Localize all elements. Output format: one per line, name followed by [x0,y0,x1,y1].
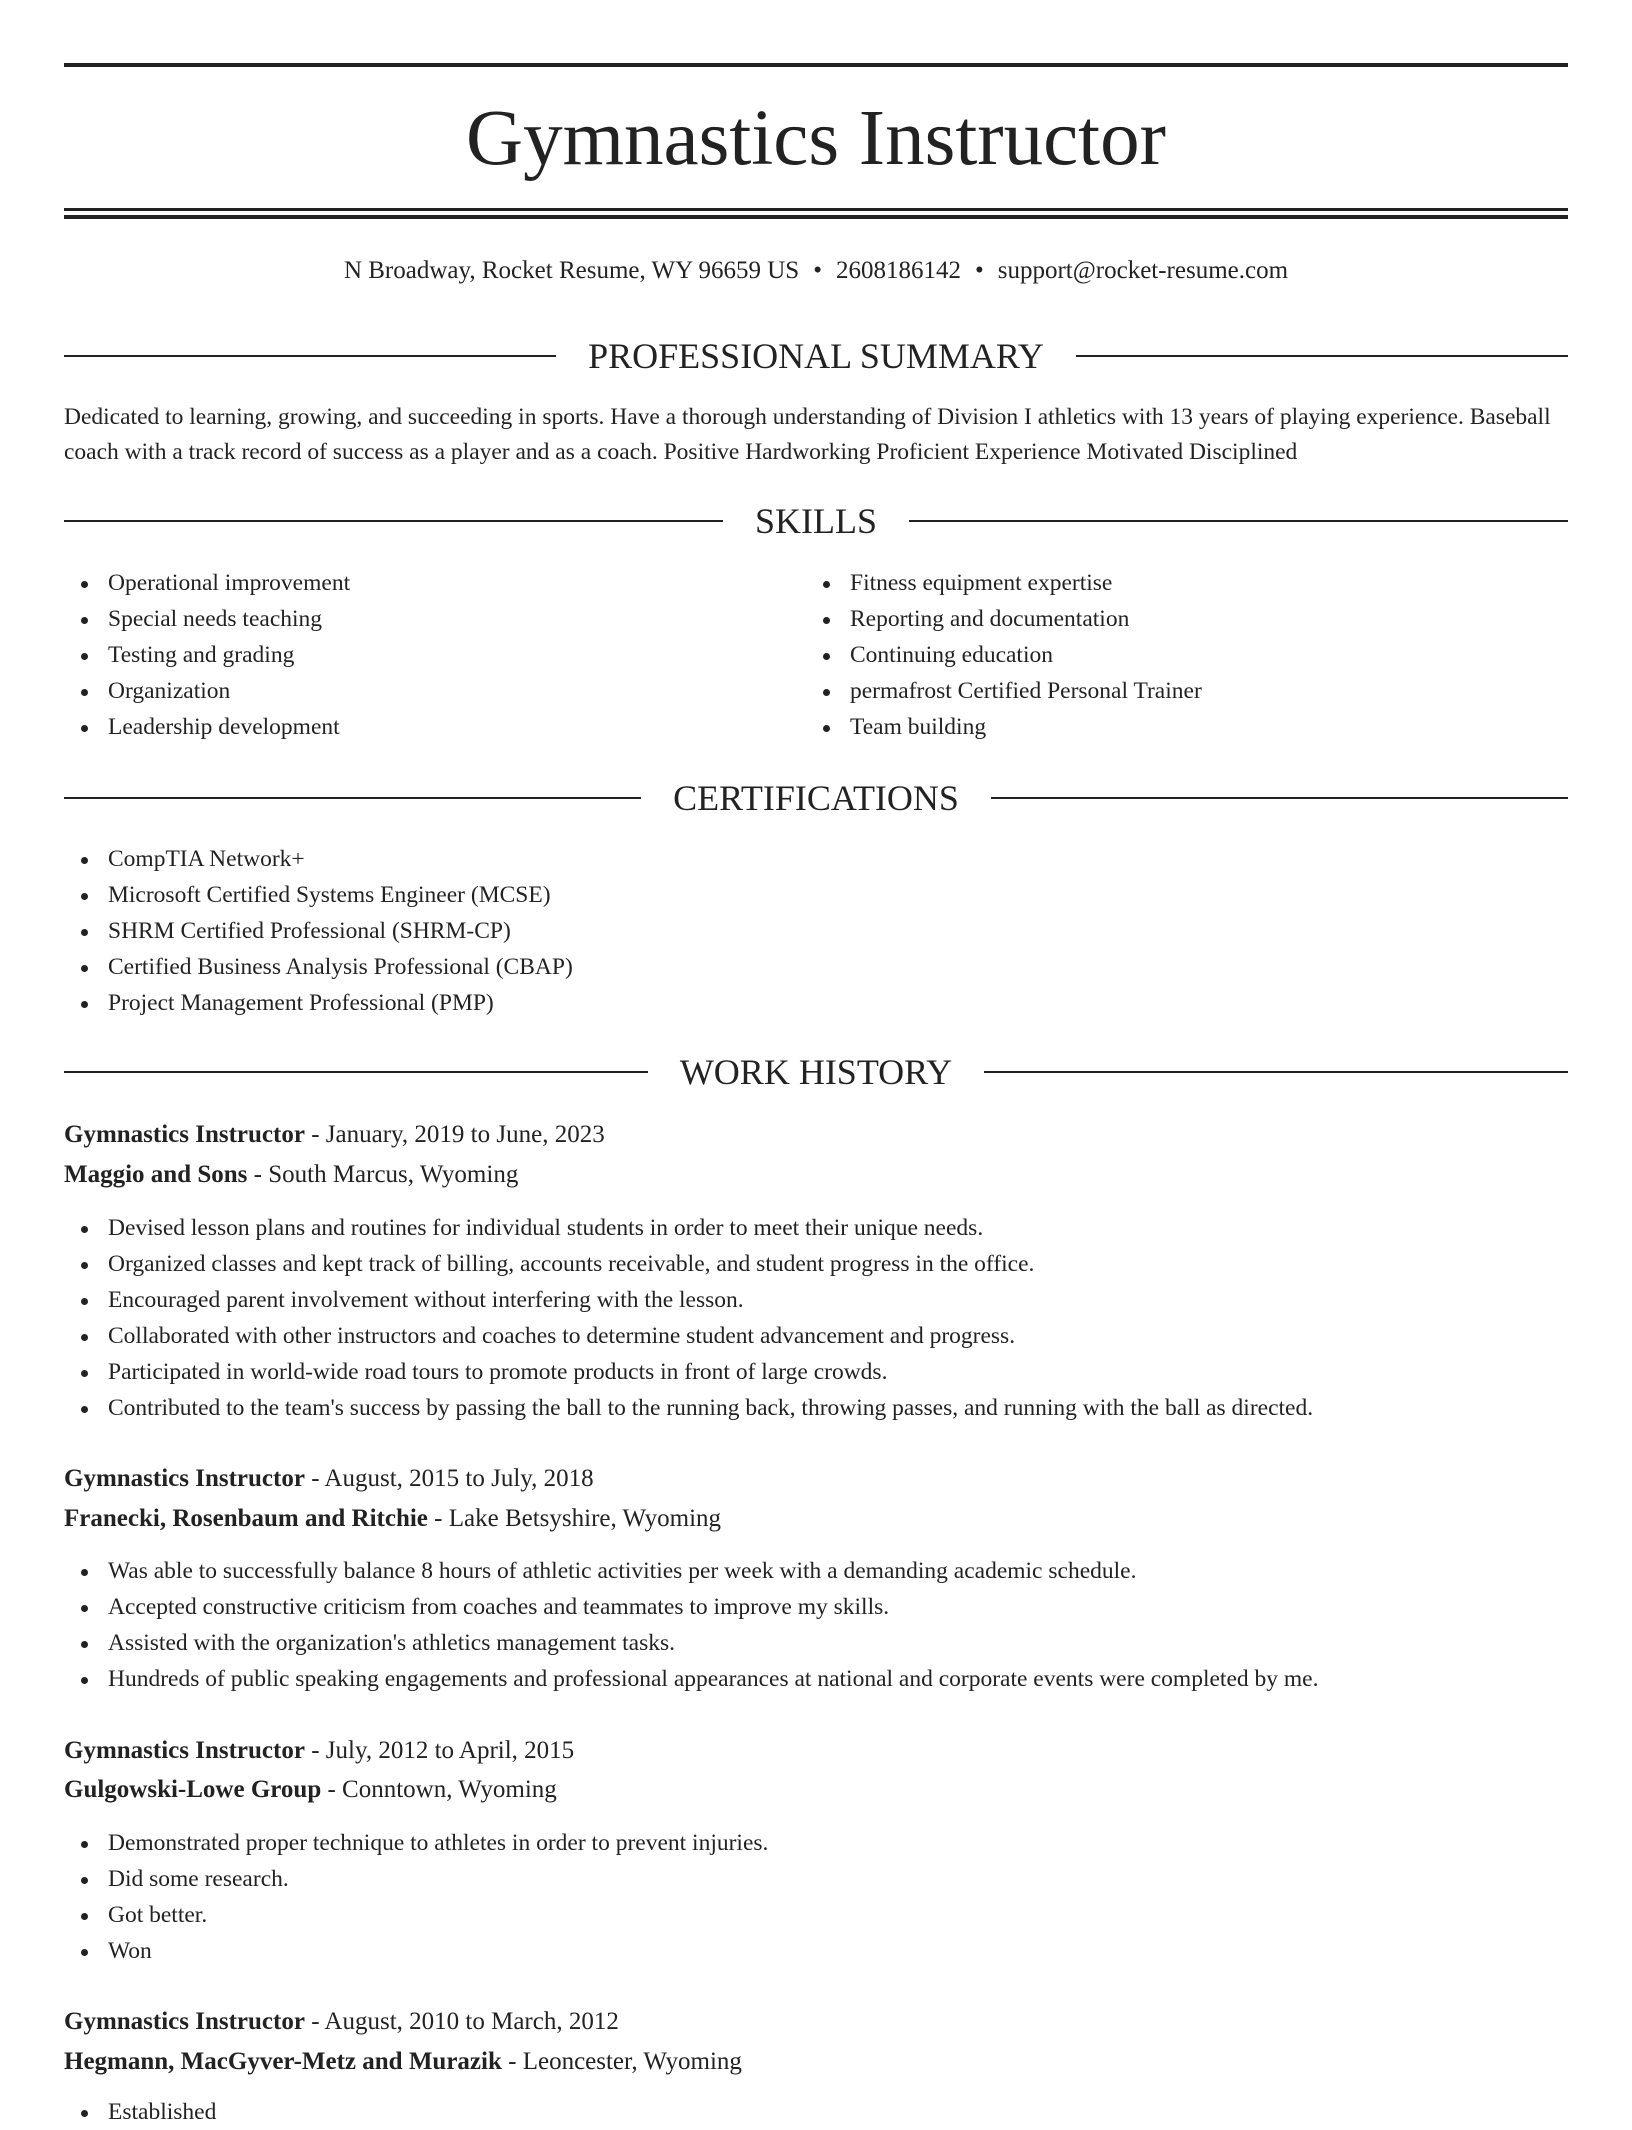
job-bullet: Accepted constructive criticism from coaches and teammates to improve my skills. [64,1589,1318,1625]
job-bullet: Established [64,2094,216,2130]
job-title-line [64,1461,1568,1497]
section-heading-summary [64,336,1568,376]
contact-phone: 2608186142 [835,257,961,284]
heading-rule [64,797,641,799]
job-bullet: Participated in world-wide road tours to promote products in front of large crowds. [64,1354,1313,1390]
heading-rule [991,797,1568,799]
job-bullet: Encouraged parent involvement without interfering with the lesson. [64,1282,1313,1318]
job-bullets [64,1825,768,1969]
skill-item: Testing and grading [64,637,350,673]
job-title: Gymnastics Instructor [64,2008,305,2035]
job-company: Franecki, Rosenbaum and Ritchie [64,1505,428,1532]
job-bullet: Won [64,1933,768,1969]
job-bullet: Contributed to the team's success by passing the ball to the running back, throwing passes, and running with the ball as directed. [64,1390,1313,1426]
job-location: - Conntown, Wyoming [321,1776,557,1803]
job-title-line [64,1733,1568,1769]
heading-rule [909,520,1568,522]
contact-separator: • [974,257,984,284]
job-title-line [64,2004,1568,2040]
certifications-list [64,841,573,1021]
job-bullet: Collaborated with other instructors and coaches to determine student advancement and progress. [64,1318,1313,1354]
job-bullets [64,1553,1318,1697]
job-company: Maggio and Sons [64,1161,248,1188]
contact-separator: • [813,257,822,284]
job-title: Gymnastics Instructor [64,1737,305,1764]
skill-item: Leadership development [64,709,350,745]
job-bullet: Was able to successfully balance 8 hours of athletic activities per week with a demanding academic schedule. [64,1553,1318,1589]
job-location: - Leoncester, Wyoming [501,2048,742,2075]
job-company-line [64,2044,1568,2080]
section-heading-certifications [64,778,1568,818]
section-title: PROFESSIONAL SUMMARY [588,336,1044,376]
job-company: Hegmann, MacGyver-Metz and Murazik [64,2048,502,2075]
job-bullet: Demonstrated proper technique to athletes in order to prevent injuries. [64,1825,768,1861]
summary-text: Dedicated to learning, growing, and succeeding in sports. Have a thorough understanding of Division I athletics with 13 years of playing experience. Baseball coach with a track record of success as a player and as a coach. Positive Hardworking Proficient Experience Motivated Disciplined [64,404,1551,465]
job-location: - Lake Betsyshire, Wyoming [427,1505,722,1532]
job-dates: - August, 2015 to July, 2018 [304,1465,594,1492]
job-bullet: Organized classes and kept track of billing, accounts receivable, and student progress in the office. [64,1246,1313,1282]
contact-address: N Broadway, Rocket Resume, WY 96659 US [343,257,800,284]
top-rule [64,63,1568,67]
heading-rule [64,1071,648,1073]
title-double-rule-lower [64,215,1568,219]
job-dates: - August, 2010 to March, 2012 [304,2008,619,2035]
resume-title: Gymnastics Instructor [466,95,1166,182]
title-double-rule-upper [64,208,1568,211]
job-bullet: Hundreds of public speaking engagements and professional appearances at national and corporate events were completed by me. [64,1661,1318,1697]
certification-item: Microsoft Certified Systems Engineer (MCSE) [64,877,573,913]
certification-item: Certified Business Analysis Professional (CBAP) [64,949,573,985]
job-bullets [64,1210,1313,1426]
section-heading-work-history [64,1052,1568,1092]
job-dates: - July, 2012 to April, 2015 [304,1737,575,1764]
heading-rule [1076,355,1568,357]
skill-item: Organization [64,673,350,709]
job-company-line [64,1157,1568,1193]
skill-item: Operational improvement [64,565,350,601]
section-title: CERTIFICATIONS [673,778,959,818]
job-company-line [64,1501,1568,1537]
skill-item: Continuing education [806,637,1202,673]
contact-email: support@rocket-resume.com [997,257,1289,284]
heading-rule [64,355,556,357]
job-company: Gulgowski-Lowe Group [64,1776,322,1803]
skill-item: Reporting and documentation [806,601,1202,637]
job-title: Gymnastics Instructor [64,1465,305,1492]
skill-item: Fitness equipment expertise [806,565,1202,601]
skills-list-left [64,565,350,745]
job-bullet: Devised lesson plans and routines for individual students in order to meet their unique needs. [64,1210,1313,1246]
job-location: - South Marcus, Wyoming [247,1161,519,1188]
job-dates: - January, 2019 to June, 2023 [304,1121,605,1148]
job-bullets [64,2094,216,2130]
certification-item: SHRM Certified Professional (SHRM-CP) [64,913,573,949]
heading-rule [64,520,723,522]
job-bullet: Got better. [64,1897,768,1933]
heading-rule [984,1071,1568,1073]
job-bullet: Did some research. [64,1861,768,1897]
section-heading-skills [64,501,1568,541]
job-title-line [64,1117,1568,1153]
section-title: SKILLS [755,501,878,541]
certification-item: CompTIA Network+ [64,841,573,877]
skill-item: Special needs teaching [64,601,350,637]
skill-item: Team building [806,709,1202,745]
contact-line [64,254,1568,288]
skill-item: permafrost Certified Personal Trainer [806,673,1202,709]
job-company-line [64,1772,1568,1808]
certification-item: Project Management Professional (PMP) [64,985,573,1021]
skills-list-right [806,565,1202,745]
section-title: WORK HISTORY [679,1052,953,1092]
job-title: Gymnastics Instructor [64,1121,305,1148]
job-bullet: Assisted with the organization's athletics management tasks. [64,1625,1318,1661]
